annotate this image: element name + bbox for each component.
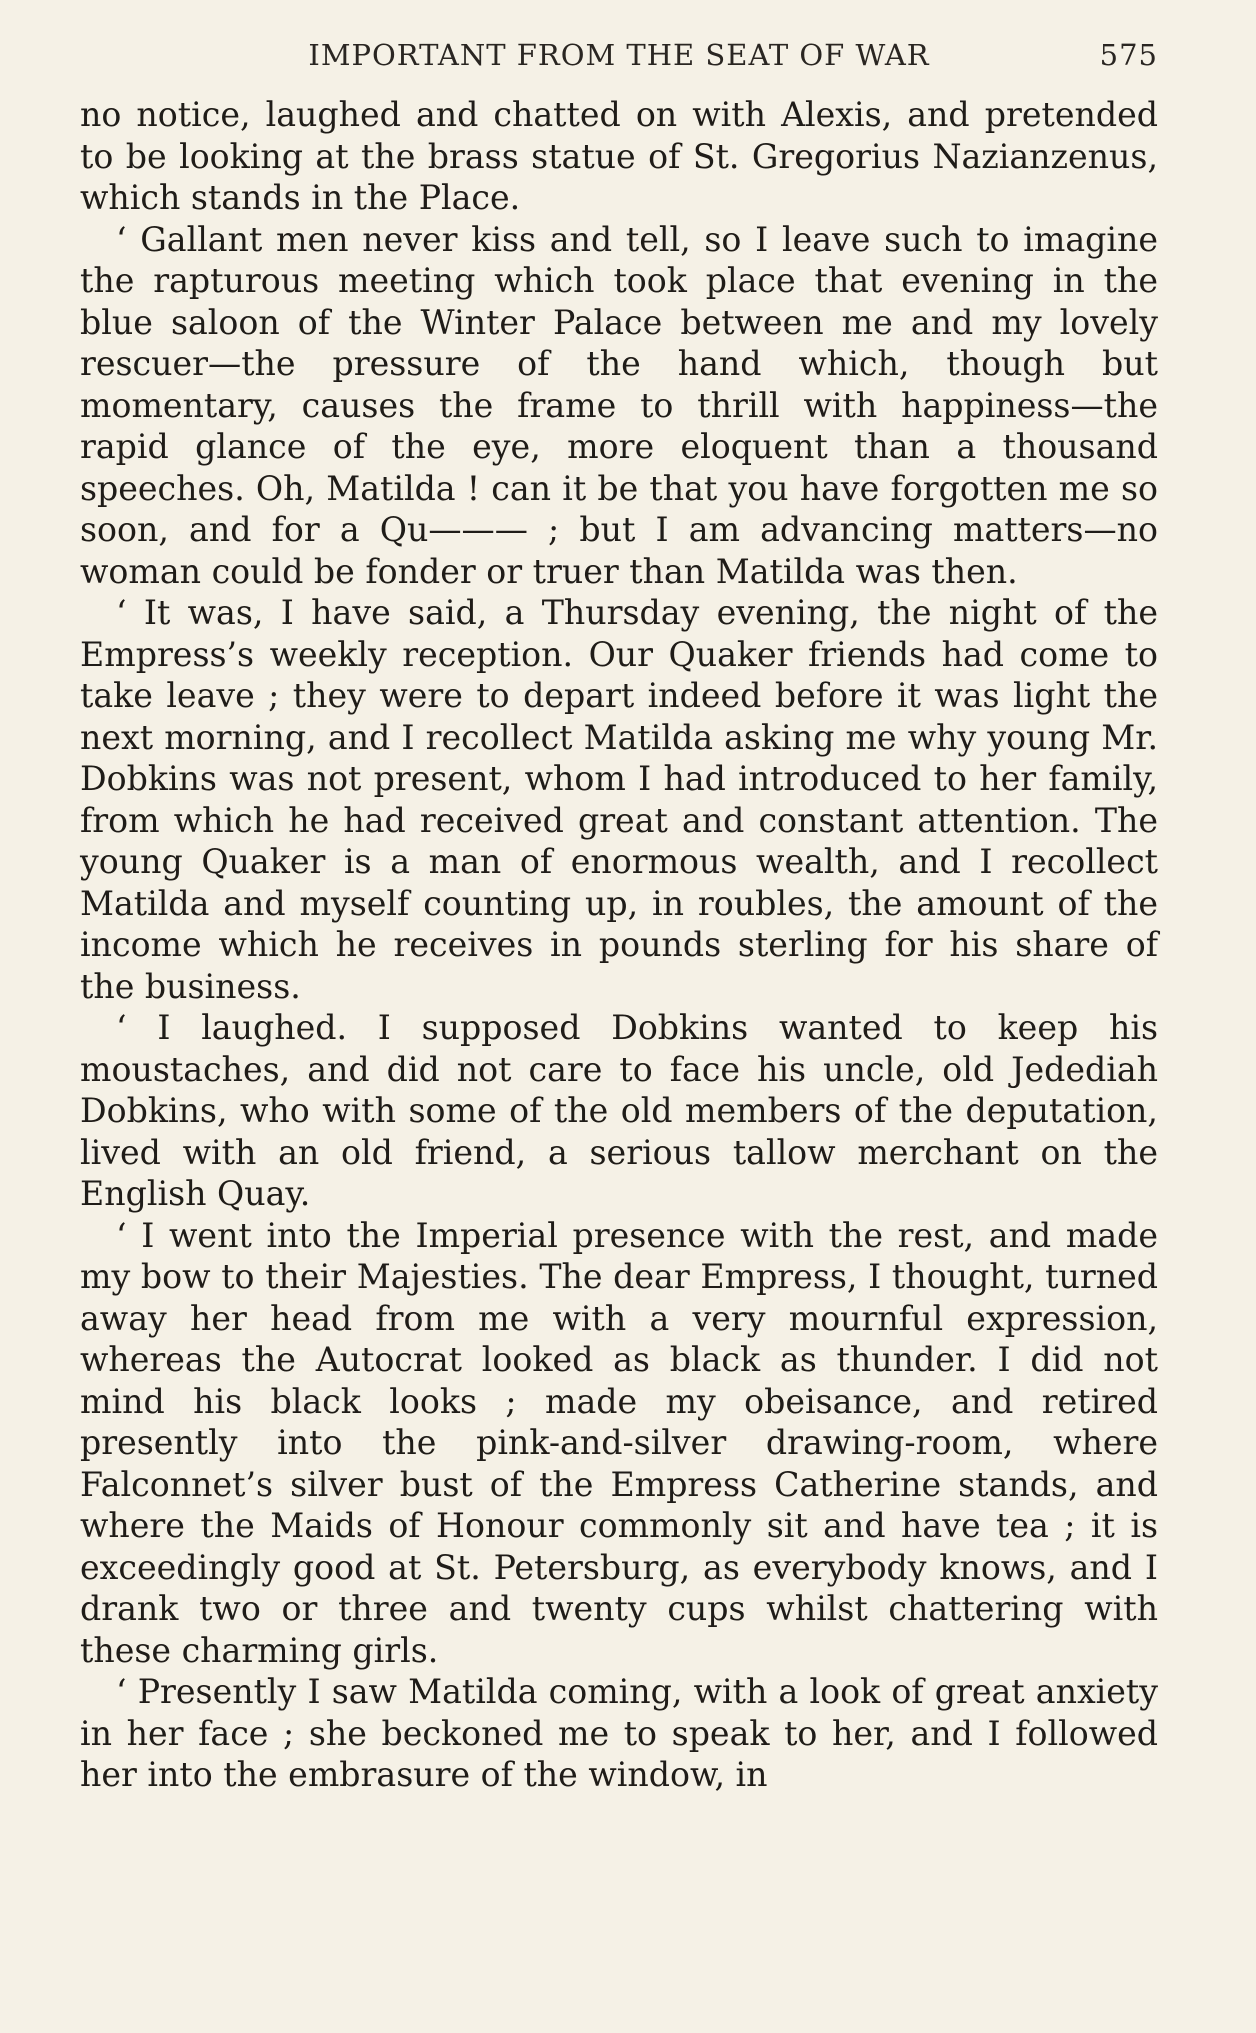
paragraph-5: ‘ I went into the Imperial presence with the rest, and made my bow to their Majesties. The dear Empress, I thought, turned away her head from me with a very mournful expression, whereas the Autocrat looked as black as thunder. I did not mind his black looks ; made my obeisance, and retired presently into the pink-and-silver drawing-room, where Falconnet’s silver bust of the Empress Catherine stands, and where the Maids of Honour commonly sit and have tea ; it is exceedingly good at St. Petersburg, as everybody knows, and I drank two or three and twenty cups whilst chattering with these charming girls. [80, 1215, 1158, 1670]
running-head [80, 38, 1158, 82]
book-page [80, 38, 1158, 1796]
running-title: IMPORTANT FROM THE SEAT OF WAR [308, 38, 930, 72]
body-text [80, 94, 1158, 1796]
paragraph-3: ‘ It was, I have said, a Thursday evening, the night of the Empress’s weekly reception. Our Quaker friends had come to take leave ; they were to depart indeed before it was light the next morning, and I recollect Matilda asking me why young Mr. Dobkins was not present, whom I had introduced to her family, from which he had received great and constant attention. The young Quaker is a man of enormous wealth, and I recollect Matilda and myself counting up, in roubles, the amount of the income which he receives in pounds sterling for his share of the business. [80, 593, 1158, 1006]
paragraph-1: no notice, laughed and chatted on with Alexis, and pretended to be looking at the brass statue of St. Gregorius Nazianzenus, which stands in the Place. [80, 95, 1158, 217]
paragraph-6: ‘ Presently I saw Matilda coming, with a look of great anxiety in her face ; she beckoned me to speak to her, and I followed her into the embrasure of the window, in [80, 1672, 1158, 1794]
paragraph-2: ‘ Gallant men never kiss and tell, so I leave such to imagine the rapturous meeting which took place that evening in the blue saloon of the Winter Palace between me and my lovely rescuer—the pressure of the hand which, though but momentary, causes the frame to thrill with happiness—the rapid glance of the eye, more eloquent than a thousand speeches. Oh, Matilda ! can it be that you have forgotten me so soon, and for a Qu——— ; but I am advancing matters—no woman could be fonder or truer than Matilda was then. [80, 219, 1158, 591]
paragraph-4: ‘ I laughed. I supposed Dobkins wanted to keep his moustaches, and did not care to face his uncle, old Jedediah Dobkins, who with some of the old members of the deputation, lived with an old friend, a serious tallow merchant on the English Quay. [80, 1008, 1158, 1213]
page-number: 575 [1099, 38, 1158, 72]
